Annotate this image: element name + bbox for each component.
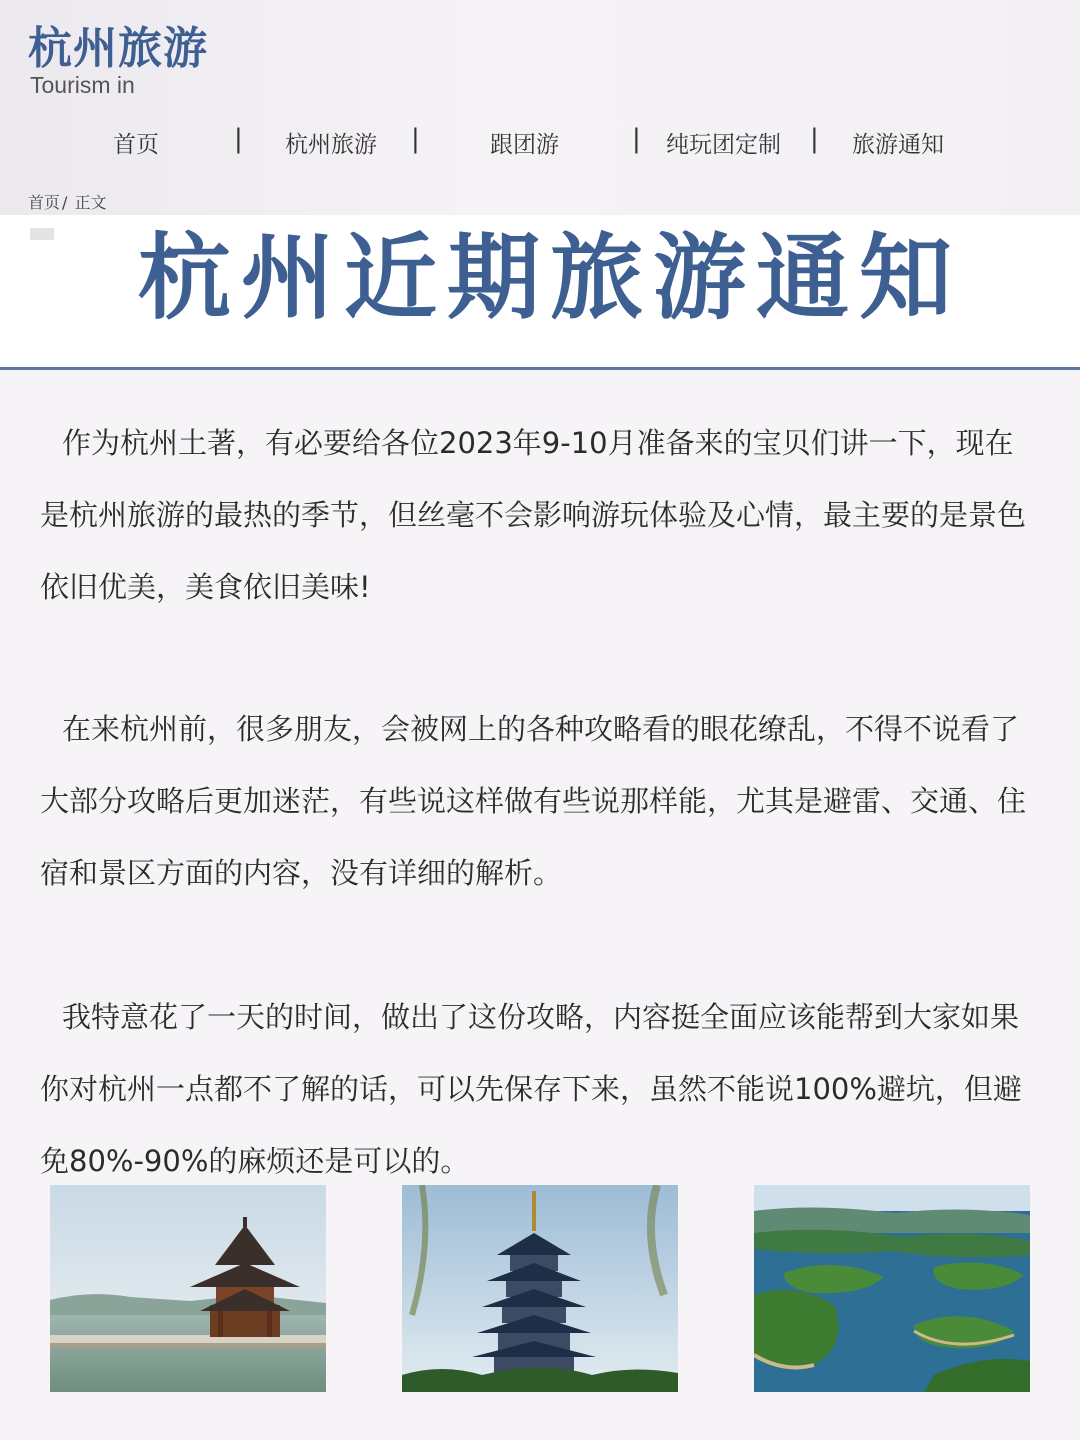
site-logo-title[interactable]: 杭州旅游: [28, 23, 208, 74]
nav-separator: |: [234, 124, 243, 154]
nav-separator: |: [632, 124, 641, 154]
nav-separator: |: [810, 124, 819, 154]
nav-item-hangzhou-travel[interactable]: 杭州旅游: [285, 132, 377, 158]
nav-item-home[interactable]: 首页: [113, 132, 159, 158]
breadcrumb: [28, 190, 109, 213]
breadcrumb-current: 正文: [74, 193, 107, 212]
nav-item-travel-notice[interactable]: 旅游通知: [852, 132, 944, 158]
title-divider: [0, 367, 1080, 370]
nav-item-custom-tour[interactable]: 纯玩团定制: [666, 132, 781, 158]
photo-pagoda: [402, 1185, 678, 1392]
breadcrumb-home[interactable]: 首页: [28, 193, 61, 212]
page-title: 杭州近期旅游通知: [138, 224, 962, 332]
main-nav: [0, 118, 1080, 168]
article-paragraph: 作为杭州土著，有必要给各位2023年9-10月准备来的宝贝们讲一下，现在是杭州旅游的最热的季节，但丝毫不会影响游玩体验及心情，最主要的是景色依旧优美，美食依旧美味!: [40, 426, 1027, 604]
photo-thousand-island-lake: [754, 1185, 1030, 1392]
photo-lake-pavilion: [50, 1185, 326, 1392]
article-paragraph: 在来杭州前，很多朋友，会被网上的各种攻略看的眼花缭乱，不得不说看了大部分攻略后更加迷茫，有些说这样做有些说那样能，尤其是避雷、交通、住宿和景区方面的内容，没有详细的解析。: [40, 712, 1027, 890]
breadcrumb-separator: /: [62, 193, 68, 212]
site-logo-subtitle: Tourism in: [30, 72, 135, 98]
article-paragraph: 我特意花了一天的时间，做出了这份攻略，内容挺全面应该能帮到大家如果你对杭州一点都不了解的话，可以先保存下来，虽然不能说100%避坑，但避免80%-90%的麻烦还是可以的。: [40, 1000, 1022, 1178]
nav-item-group-tour[interactable]: 跟团游: [490, 132, 559, 158]
nav-separator: |: [411, 124, 420, 154]
